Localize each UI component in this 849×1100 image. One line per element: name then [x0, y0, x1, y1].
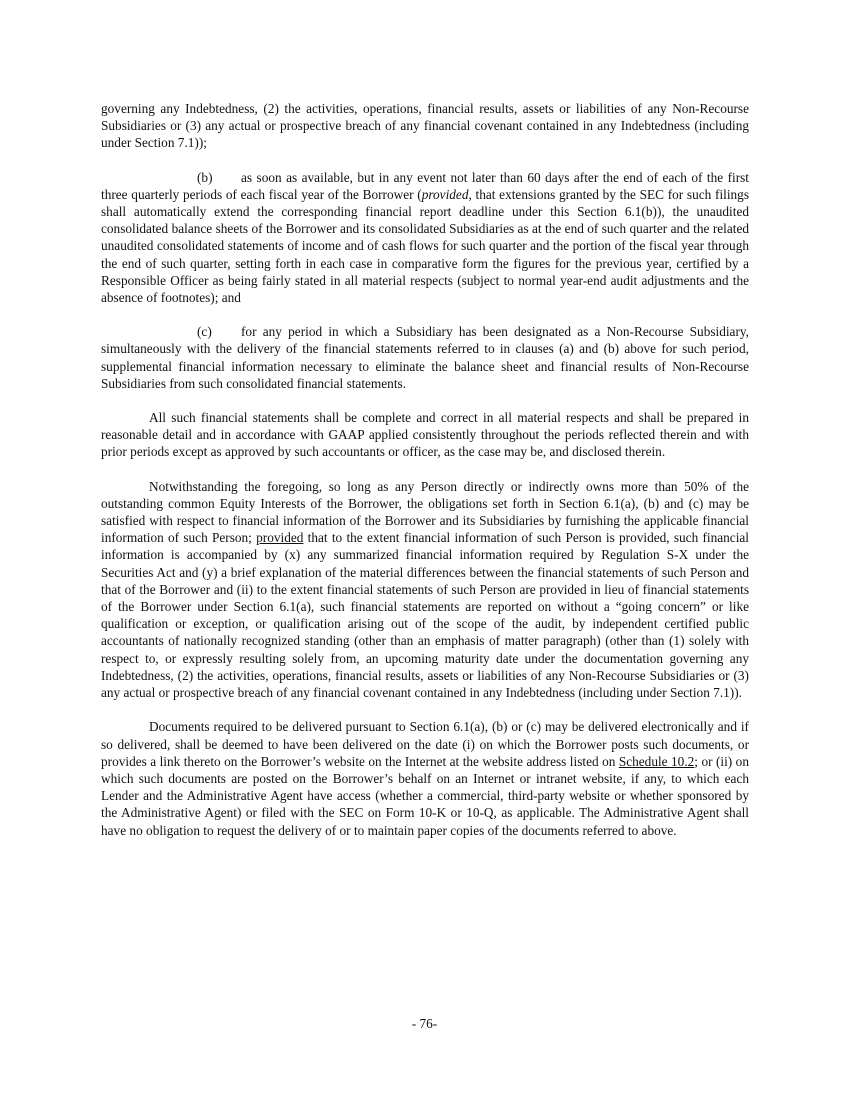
- notwithstanding-provided: provided: [256, 530, 304, 546]
- clause-b-text-2: , that extensions granted by the SEC for such filings shall automatically extend the corresponding financial report deadline under this Section 6.1(b)), the unaudited consolidated balance sheets of the Borrower and its consolidated Subsidiaries as at the end of such quarter and the related unaudited consolidated statements of income and of cash flows for such quarter and the portion of the fiscal year through the end of such quarter, setting forth in each case in comparative form the figures for the previous year, certified by a Responsible Officer as being fairly stated in all material respects (subject to normal year-end audit adjustments and the absence of footnotes); and: [101, 186, 749, 306]
- paragraph-continuation: governing any Indebtedness, (2) the activities, operations, financial results, assets or liabilities of any Non-Recourse Subsidiaries or (3) any actual or prospective breach of any financial covenant contained in any Indebtedness (including under Section 7.1));: [101, 101, 749, 151]
- clause-b-emphasis: provided: [421, 186, 469, 202]
- clause-b: [101, 169, 749, 307]
- paragraph-all-such: All such financial statements shall be complete and correct in all material respects and shall be prepared in reasonable detail and in accordance with GAAP applied consistently throughout the periods reflected therein and with prior periods except as approved by such accountants or officer, as the case may be, and disclosed therein.: [101, 410, 749, 460]
- page-number: - 76-: [411, 1016, 438, 1031]
- clause-b-label: (b): [197, 169, 213, 185]
- document-body: [101, 100, 749, 856]
- documents-text-2: ; or (ii) on which such documents are posted on the Borrower’s behalf on an Internet or intranet website, if any, to which each Lender and the Administrative Agent have access (whether a commercial, third-party website or whether sponsored by the Administrative Agent) or filed with the SEC on Form 10-K or 10-Q, as applicable. The Administrative Agent shall have no obligation to request the delivery of or to maintain paper copies of the documents referred to above.: [101, 753, 749, 838]
- clause-c: [101, 323, 749, 392]
- clause-b-text-1: as soon as available, but in any event not later than 60 days after the end of each of the first three quarterly periods of each fiscal year of the Borrower (: [101, 169, 749, 202]
- notwithstanding-text-1: Notwithstanding the foregoing, so long as any Person directly or indirectly owns more than 50% of the outstanding common Equity Interests of the Borrower, the obligations set forth in Section 6.1(a), (b) and (c) may be satisfied with respect to financial information of the Borrower and its Subsidiaries by furnishing the applicable financial information of such Person;: [101, 478, 749, 546]
- paragraph-notwithstanding: [101, 478, 749, 702]
- schedule-reference: Schedule 10.2: [618, 753, 695, 769]
- clause-c-label: (c): [197, 324, 212, 340]
- paragraph-documents: [101, 718, 749, 838]
- clause-c-text: for any period in which a Subsidiary has been designated as a Non-Recourse Subsidiary, simultaneously with the delivery of the financial statements referred to in clauses (a) and (b) above for such period, supplemental financial information necessary to eliminate the balance sheet and financial results of Non-Recourse Subsidiaries from such consolidated financial statements.: [101, 324, 749, 391]
- notwithstanding-text-2: that to the extent financial information of such Person is provided, such financial information is accompanied by (x) any summarized financial information required by Regulation S-X under the Securities Act and (y) a brief explanation of the material differences between the financial statements of such Person and that of the Borrower and (ii) to the extent financial statements of such Person are provided in lieu of financial statements of the Borrower under Section 6.1(a), such financial statements are reported on without a “going concern” or like qualification or exception, or qualification arising out of the scope of the audit, by independent certified public accountants of nationally recognized standing (other than an emphasis of matter paragraph) (other than (1) solely with respect to, or expressly resulting solely from, an upcoming maturity date under the documentation governing any Indebtedness, (2) the activities, operations, financial results, assets or liabilities of any Non-Recourse Subsidiaries or (3) any actual or prospective breach of any financial covenant contained in any Indebtedness (including under Section 7.1)).: [101, 530, 750, 701]
- documents-text-1: Documents required to be delivered pursuant to Section 6.1(a), (b) or (c) may be delivered electronically and if so delivered, shall be deemed to have been delivered on the date (i) on which the Borrower posts such documents, or provides a link thereto on the Borrower’s website on the Internet at the website address listed on: [101, 719, 749, 769]
